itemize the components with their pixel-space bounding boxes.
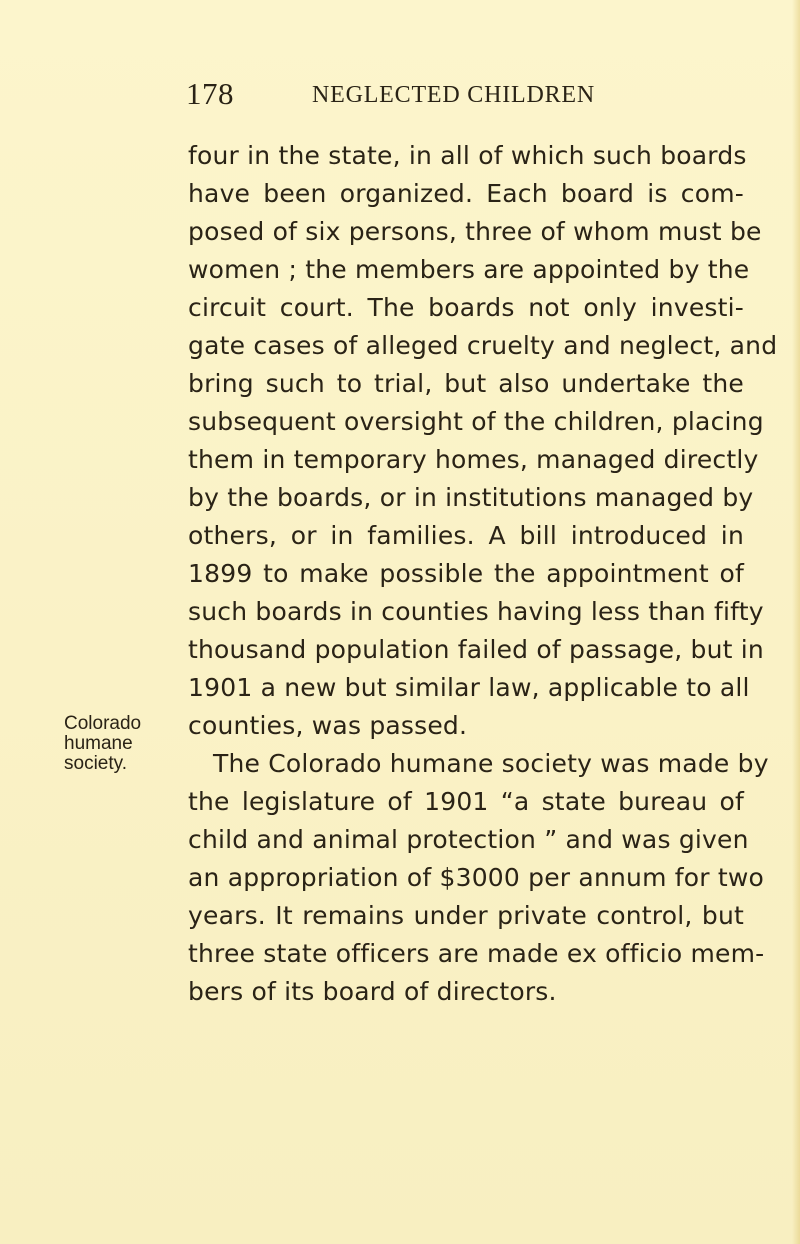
text-line: gate cases of alleged cruelty and neglect, and: [188, 331, 778, 360]
body-text: [188, 137, 778, 1011]
marginal-note: [64, 714, 176, 774]
text-line: an appropriation of $3000 per annum for two: [188, 863, 765, 892]
text-line: subsequent oversight of the children, placing: [188, 407, 764, 436]
text-line: bring such to trial, but also undertake the: [188, 369, 744, 398]
text-line: four in the state, in all of which such boards: [188, 141, 747, 170]
page-header: [186, 72, 606, 116]
text-line: The Colorado humane society was made by: [213, 749, 769, 778]
text-line: bers of its board of directors.: [188, 977, 557, 1006]
text-line: have been organized. Each board is com-: [188, 179, 744, 208]
text-line: child and animal protection ” and was given: [188, 825, 749, 854]
page-number: 178: [186, 76, 234, 111]
text-line: the legislature of 1901 “a state bureau of: [188, 787, 744, 816]
text-line: such boards in counties having less than fifty: [188, 597, 764, 626]
text-line: circuit court. The boards not only investi-: [188, 293, 744, 322]
text-line: them in temporary homes, managed directly: [188, 445, 759, 474]
marginal-note-line: society.: [64, 753, 128, 774]
text-line: three state officers are made ex officio mem-: [188, 939, 765, 968]
page-edge-shading: [792, 0, 800, 1244]
text-line: counties, was passed.: [188, 711, 468, 740]
marginal-note-line: humane: [64, 733, 133, 754]
text-line: 1899 to make possible the appointment of: [188, 559, 744, 588]
text-line: years. It remains under private control, but: [188, 901, 744, 930]
text-line: thousand population failed of passage, but in: [188, 635, 764, 664]
marginal-note-line: Colorado: [64, 713, 142, 734]
text-line: by the boards, or in institutions managed by: [188, 483, 754, 512]
text-line: posed of six persons, three of whom must be: [188, 217, 762, 246]
text-line: 1901 a new but similar law, applicable to all: [188, 673, 750, 702]
running-head: NEGLECTED CHILDREN: [312, 82, 596, 108]
text-line: women ; the members are appointed by the: [188, 255, 750, 284]
text-line: others, or in families. A bill introduced in: [188, 521, 744, 550]
